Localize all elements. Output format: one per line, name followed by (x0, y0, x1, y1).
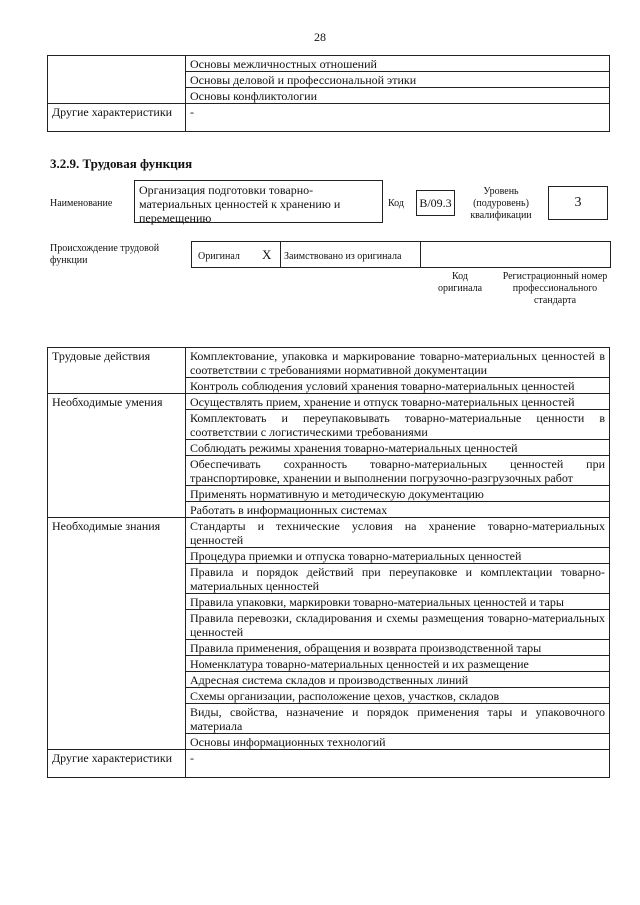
labor-actions-label: Трудовые действия (48, 348, 186, 394)
skill-item: Работать в информационных системах (186, 502, 610, 518)
required-knowledge-label: Необходимые знания (48, 518, 186, 750)
knowledge-item: Процедура приемки и отпуска товарно-материальных ценностей (186, 548, 610, 564)
section-heading: 3.2.9. Трудовая функция (50, 156, 193, 171)
other-characteristics-label: Другие характеристики (48, 750, 186, 778)
skill-item: Обеспечивать сохранность товарно-материальных ценностей при транспортировке, хранении и выполнении погрузочно-разгрузочных работ (186, 456, 610, 486)
skill-item: Осуществлять прием, хранение и отпуск товарно-материальных ценностей (186, 394, 610, 410)
registration-number-label: Регистрационный номер профессионального стандарта (502, 271, 608, 306)
knowledge-item: Стандарты и технические условия на хранение товарно-материальных ценностей (186, 518, 610, 548)
skill-item: Соблюдать режимы хранения товарно-материальных ценностей (186, 440, 610, 456)
table-row (48, 750, 610, 778)
labor-action-item: Контроль соблюдения условий хранения товарно-материальных ценностей (186, 378, 610, 394)
code-of-original-label: Код оригинала (437, 271, 483, 294)
knowledge-item: Номенклатура товарно-материальных ценностей и их размещение (186, 656, 610, 672)
knowledge-item: Правила и порядок действий при переупаковке и комплектации товарно-материальных ценностей (186, 564, 610, 594)
name-label: Наименование (50, 198, 113, 209)
qualification-level-value: 3 (548, 186, 608, 220)
knowledge-item: Основы информационных технологий (186, 734, 610, 750)
knowledge-item: Основы конфликтологии (186, 88, 610, 104)
skill-item: Применять нормативную и методическую документацию (186, 486, 610, 502)
table-row (48, 348, 610, 378)
required-skills-label: Необходимые умения (48, 394, 186, 518)
original-label: Оригинал (198, 251, 240, 262)
skill-item: Комплектовать и переупаковывать товарно-материальные ценности в соответствии с логистическими требованиями (186, 410, 610, 440)
function-name: Организация подготовки товарно-материальных ценностей к хранению и перемещению (134, 180, 383, 223)
knowledge-item: Правила применения, обращения и возврата производственной тары (186, 640, 610, 656)
table-row (48, 56, 610, 72)
code-label: Код (388, 198, 404, 209)
table-row (48, 394, 610, 410)
other-characteristics-label: Другие характеристики (48, 104, 186, 132)
continuation-table (47, 55, 610, 132)
function-code: B/09.3 (416, 190, 455, 216)
knowledge-item: Основы деловой и профессиональной этики (186, 72, 610, 88)
labor-action-item: Комплектование, упаковка и маркирование товарно-материальных ценностей в соответствии с требованиями нормативной документации (186, 348, 610, 378)
other-characteristics-value: - (186, 750, 610, 778)
origin-label: Происхождение трудовой функции (50, 243, 160, 266)
original-mark: X (262, 247, 272, 262)
knowledge-item: Основы межличностных отношений (186, 56, 610, 72)
table-row (48, 104, 610, 132)
page-number: 28 (314, 30, 326, 44)
knowledge-item: Виды, свойства, назначение и порядок применения тары и упаковочного материала (186, 704, 610, 734)
knowledge-item: Адресная система складов и производственных линий (186, 672, 610, 688)
qualification-level-label: Уровень (подуровень) квалификации (470, 186, 532, 221)
function-details-table (47, 347, 610, 778)
knowledge-item: Схемы организации, расположение цехов, участков, складов (186, 688, 610, 704)
empty-label-cell (48, 56, 186, 104)
knowledge-item: Правила перевозки, складирования и схемы размещения товарно-материальных ценностей (186, 610, 610, 640)
table-row (48, 518, 610, 548)
other-characteristics-value: - (186, 104, 610, 132)
knowledge-item: Правила упаковки, маркировки товарно-материальных ценностей и тары (186, 594, 610, 610)
borrowed-label: Заимствовано из оригинала (284, 251, 402, 262)
